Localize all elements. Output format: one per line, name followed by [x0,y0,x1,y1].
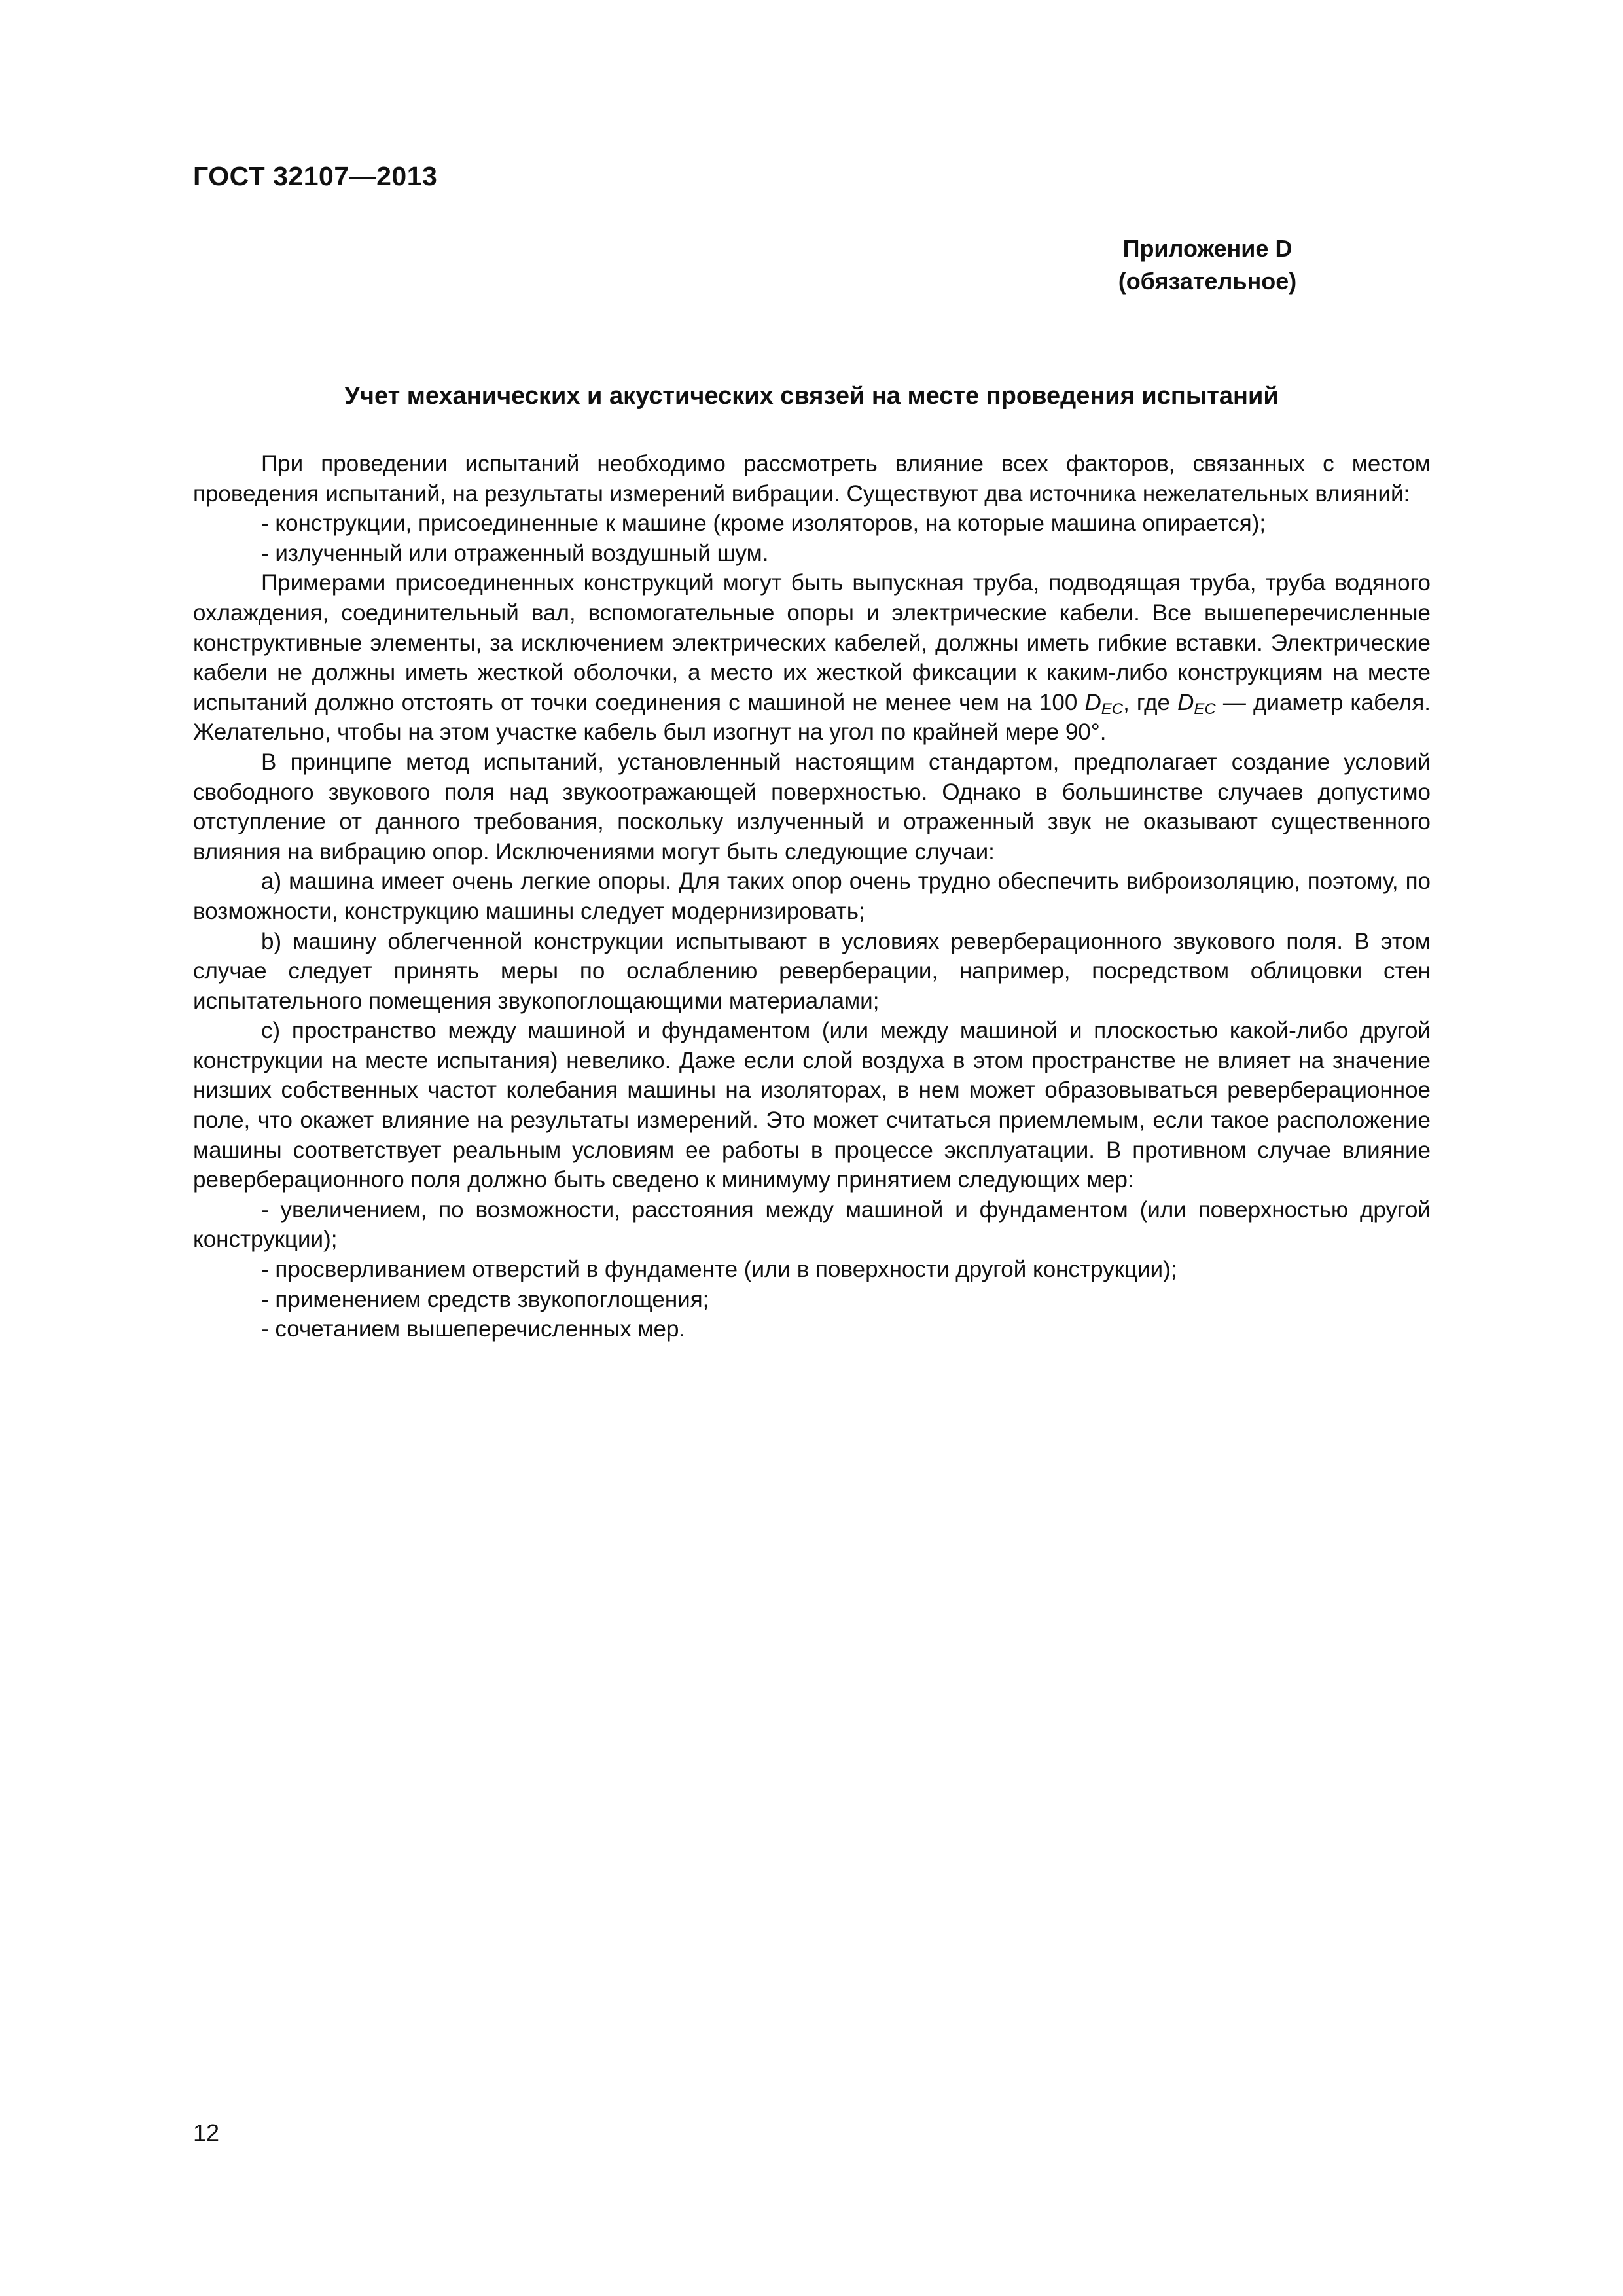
paragraph-text: , где [1123,689,1178,715]
symbol-d: D [1084,689,1101,715]
page-number: 12 [193,2119,220,2146]
symbol-d: D [1177,689,1194,715]
symbol-subscript: EC [1101,700,1124,718]
list-item-increase-distance: - увеличением, по возможности, расстояния между машиной и фундаментом (или поверхностью другой конструкции); [193,1196,1431,1253]
symbol-subscript: EC [1194,700,1216,718]
list-item-b: b) машину облегченной конструкции испытывают в условиях реверберационного звукового поля. В этом случае следует принять меры по ослаблению реверберации, например, посредством облицовки стен испытательного помещения звукопоглощающими материалами; [193,928,1431,1014]
paragraph-attached-structures [193,568,1431,747]
appendix-heading [0,232,1597,298]
paragraph-text: Примерами присоединенных конструкций могут быть выпускная труба, подводящая труба, труба водяного охлаждения, соединительный вал, вспомогательные опоры и электрические кабели. Все вышеперечисленные конструктивные элементы, за исключением электрических кабелей, должны иметь гибкие вставки. Электрические кабели не должны иметь жесткой оболочки, а место их жесткой фиксации к каким-либо конструкциям на месте испытаний должно отстоять от точки соединения с машиной не менее чем на 100 [193,570,1431,715]
appendix-status: (обязательное) [1118,268,1297,295]
list-item-c: c) пространство между машиной и фундаментом (или между машиной и плоскостью какой-либо другой конструкции на месте испытания) невелико. Даже если слой воздуха в этом пространстве не влияет на значение низших собственных частот колебания машины на изоляторах, в нем может образовываться реверберационное поле, что окажет влияние на результаты измерений. Это может считаться приемлемым, если такое расположение машины соответствует реальным условиям ее работы в процессе эксплуатации. В противном случае влияние реверберационного поля должно быть сведено к минимуму принятием следующих мер: [193,1018,1431,1193]
list-item-attached-structures: - конструкции, присоединенные к машине (кроме изоляторов, на которые машина опирается); [261,511,1266,537]
section-title: Учет механических и акустических связей на месте проведения испытаний [344,382,1279,410]
document-id: ГОСТ 32107—2013 [193,161,438,191]
body-text [193,449,1431,1344]
list-item-drilling: - просверливанием отверстий в фундаменте (или в поверхности другой конструкции); [261,1257,1177,1283]
paragraph-free-field: В принципе метод испытаний, установленный настоящим стандартом, предполагает создание условий свободного звукового поля над звукоотражающей поверхностью. Однако в большинстве случаев допустимо отступление от данного требования, поскольку излученный и отраженный звук не оказывают существенного влияния на вибрацию опор. Исключениями могут быть следующие случаи: [193,749,1431,865]
paragraph-text: — диаметр кабеля. Желательно, чтобы на этом участке кабель был изогнут на угол по крайней мере 90°. [193,689,1431,745]
list-item-airborne-noise: - излученный или отраженный воздушный шум. [261,540,769,566]
list-item-combination: - сочетанием вышеперечисленных мер. [261,1316,686,1342]
list-item-a: a) машина имеет очень легкие опоры. Для таких опор очень трудно обеспечить виброизоляцию, поэтому, по возможности, конструкцию машины следует модернизировать; [193,869,1431,924]
paragraph-intro: При проведении испытаний необходимо рассмотреть влияние всех факторов, связанных с местом проведения испытаний, на результаты измерений вибрации. Существуют два источника нежелательных влияний: [193,451,1431,507]
appendix-label: Приложение D [1122,235,1293,262]
list-item-absorption: - применением средств звукопоглощения; [261,1286,709,1312]
